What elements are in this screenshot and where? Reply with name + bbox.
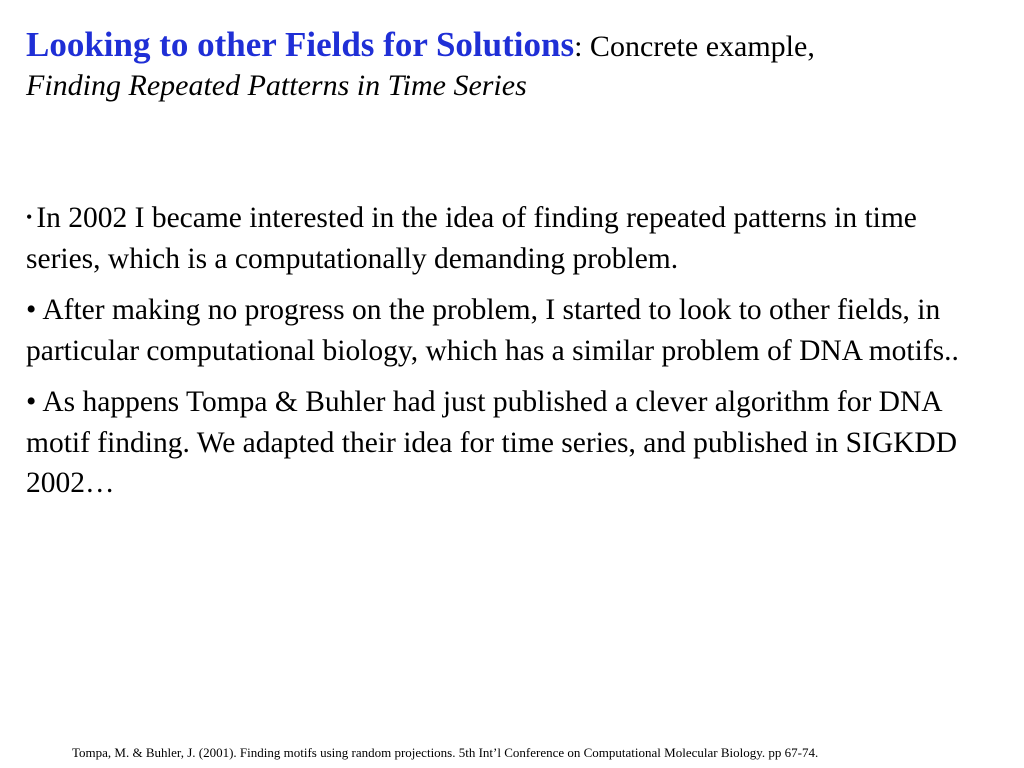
bullet-marker: • — [26, 386, 37, 418]
slide-subtitle: Finding Repeated Patterns in Time Series — [26, 69, 527, 103]
bullet-text: In 2002 I became interested in the idea of finding repeated patterns in time series, which is a computationally demanding problem. — [26, 202, 917, 275]
bullet-item-1 — [26, 197, 976, 279]
bullet-list — [26, 197, 976, 515]
bullet-item-2 — [26, 290, 976, 371]
slide-title-block — [26, 22, 986, 106]
bullet-text: After making no progress on the problem, I started to look to other fields, in particular computational biology, which has a similar problem of DNA motifs.. — [26, 294, 959, 367]
bullet-marker: • — [26, 294, 37, 326]
slide-title-suffix: : Concrete example, — [574, 30, 815, 63]
slide-title: Looking to other Fields for Solutions — [26, 25, 575, 64]
bullet-text: As happens Tompa & Buhler had just published a clever algorithm for DNA motif finding. We adapted their idea for time series, and published in SIGKDD 2002… — [26, 386, 958, 499]
title-line-1 — [26, 22, 986, 68]
citation-footnote: Tompa, M. & Buhler, J. (2001). Finding motifs using random projections. 5th Int’l Conference on Computational Molecular Biology. pp 67-74. — [72, 745, 819, 760]
bullet-item-3 — [26, 382, 976, 504]
bullet-marker: • — [26, 207, 33, 227]
